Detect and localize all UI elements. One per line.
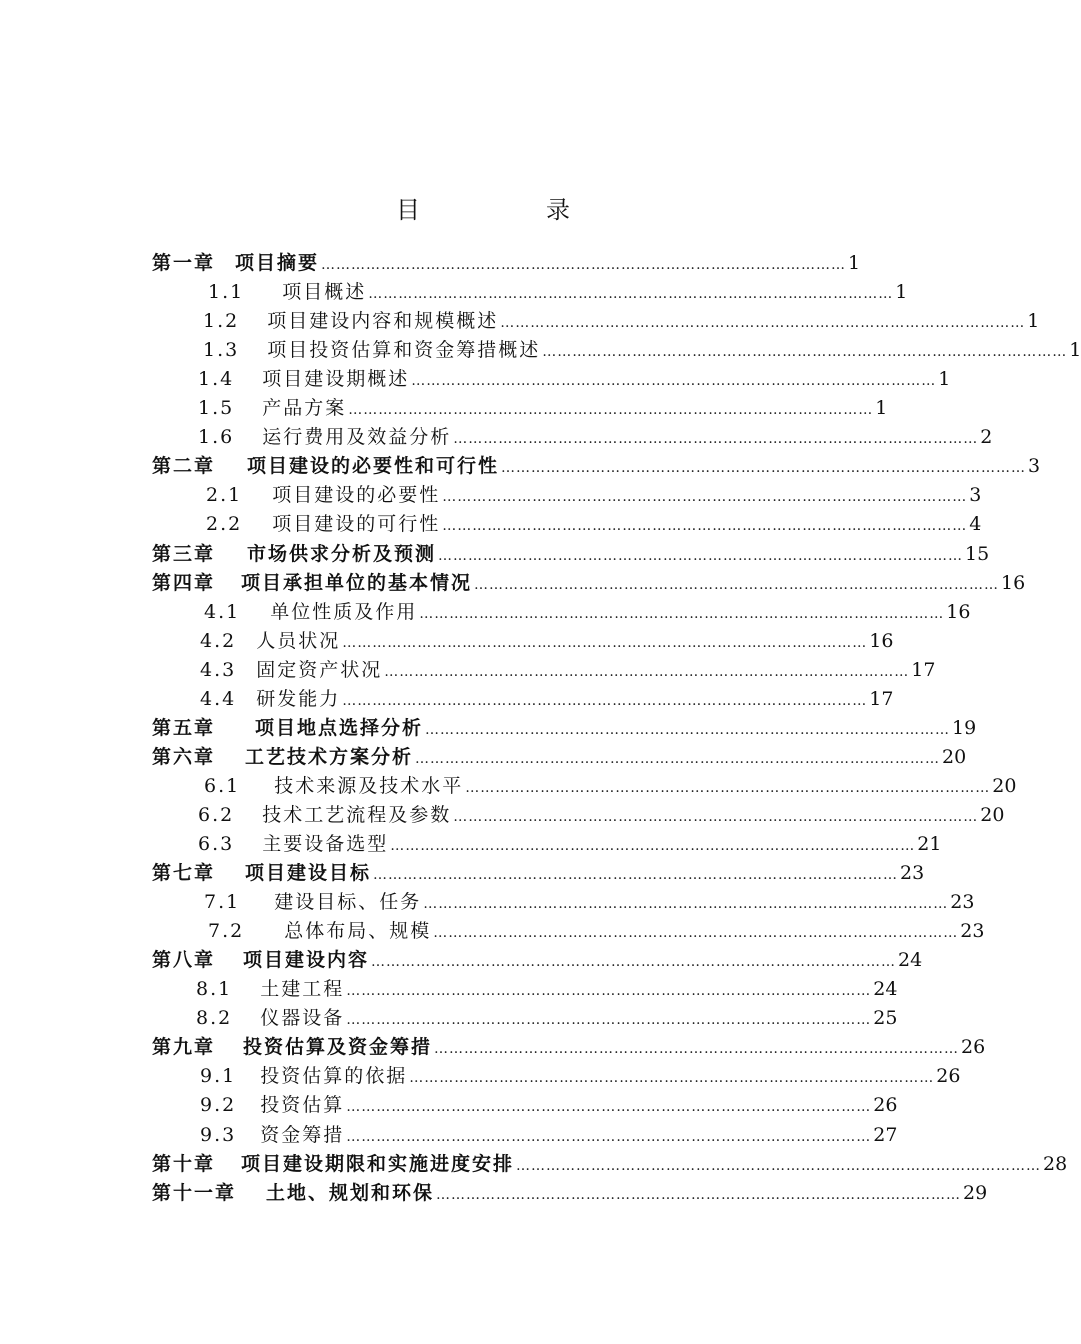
- toc-leader-dots: ……………………………………………………………………………………………: [342, 692, 868, 709]
- toc-entry-page-number: 4: [969, 513, 982, 536]
- toc-leader-dots: ……………………………………………………………………………………………: [453, 431, 979, 448]
- toc-title-char: 目: [396, 196, 420, 224]
- toc-entry-page-number: 1: [848, 252, 861, 274]
- toc-entry[interactable]: [203, 307, 1040, 336]
- toc-entry-number: 第七章: [152, 862, 216, 885]
- toc-entry[interactable]: [208, 278, 908, 307]
- toc-entry-label: 项目摘要: [235, 252, 320, 274]
- toc-entry-page-number: 16: [946, 600, 971, 623]
- toc-entry-label: 项目概述: [282, 281, 367, 304]
- toc-entry-number: 1.2: [203, 310, 240, 333]
- toc-entry[interactable]: [204, 772, 1017, 801]
- toc-entry-label: 项目建设的必要性和可行性: [247, 455, 500, 478]
- toc-leader-dots: ……………………………………………………………………………………………: [542, 344, 1068, 361]
- toc-entry[interactable]: [152, 859, 925, 888]
- toc-leader-dots: ……………………………………………………………………………………………: [373, 867, 899, 884]
- toc-leader-dots: ……………………………………………………………………………………………: [342, 634, 868, 651]
- toc-entry-page-number: 16: [1001, 571, 1026, 594]
- toc-leader-dots: ……………………………………………………………………………………………: [423, 896, 949, 913]
- toc-entry-label: 技术来源及技术水平: [274, 774, 464, 797]
- toc-entry-label: 项目承担单位的基本情况: [241, 571, 473, 594]
- toc-entry-page-number: 26: [936, 1065, 961, 1088]
- toc-leader-dots: ……………………………………………………………………………………………: [465, 779, 991, 796]
- toc-entry-label: 资金筹措: [260, 1123, 345, 1146]
- toc-entry-label: 市场供求分析及预测: [247, 542, 437, 565]
- toc-entry-label: 项目建设期概述: [262, 368, 410, 391]
- toc-leader-dots: ……………………………………………………………………………………………: [346, 1012, 872, 1029]
- toc-entry-number: 1.5: [198, 397, 235, 420]
- toc-leader-dots: ……………………………………………………………………………………………: [501, 460, 1027, 477]
- toc-entry[interactable]: [152, 1179, 988, 1208]
- toc-entry-label: 单位性质及作用: [270, 600, 418, 623]
- toc-entry-page-number: 23: [950, 891, 975, 914]
- toc-entry-number: 8.2: [196, 1007, 233, 1030]
- toc-entry-page-number: 20: [980, 803, 1005, 826]
- toc-entry-number: 第十章: [152, 1152, 216, 1175]
- toc-leader-dots: ……………………………………………………………………………………………: [438, 547, 964, 564]
- toc-entry-label: 仪器设备: [260, 1007, 345, 1030]
- toc-entry-number: 9.1: [200, 1065, 237, 1088]
- toc-title: [0, 184, 950, 228]
- toc-entry-number: 4.3: [200, 658, 237, 681]
- toc-leader-dots: ……………………………………………………………………………………………: [409, 1070, 935, 1087]
- toc-entry-label: 总体布局、规模: [284, 920, 432, 943]
- toc-entry-label: 投资估算及资金筹措: [243, 1036, 433, 1059]
- toc-entry[interactable]: [198, 394, 888, 423]
- toc-entry-number: 第八章: [152, 949, 216, 972]
- toc-entry-page-number: 23: [900, 862, 925, 885]
- toc-entry-number: 9.3: [200, 1123, 237, 1146]
- toc-entry-number: 第二章: [152, 455, 216, 478]
- toc-leader-dots: ……………………………………………………………………………………………: [442, 518, 968, 535]
- toc-entry[interactable]: [200, 1062, 961, 1091]
- toc-entry[interactable]: [203, 336, 1081, 365]
- toc-entry[interactable]: [198, 830, 942, 859]
- toc-entry-number: 第六章: [152, 745, 216, 768]
- toc-entry-number: 第五章: [152, 716, 216, 739]
- toc-entry[interactable]: [196, 1004, 898, 1033]
- toc-leader-dots: ……………………………………………………………………………………………: [390, 838, 916, 854]
- toc-entry-label: 土建工程: [260, 978, 345, 1001]
- toc-entry[interactable]: [206, 510, 982, 539]
- toc-entry[interactable]: [152, 743, 967, 772]
- toc-entry-number: 8.1: [196, 978, 233, 1001]
- toc-entry-label: 项目建设内容: [243, 949, 370, 972]
- toc-entry-label: 人员状况: [256, 629, 341, 652]
- toc-leader-dots: ……………………………………………………………………………………………: [371, 954, 897, 971]
- toc-entry-page-number: 25: [873, 1007, 898, 1030]
- toc-entry-number: 1.6: [198, 426, 235, 449]
- toc-entry-label: 投资估算: [260, 1094, 345, 1117]
- toc-entry[interactable]: [200, 1121, 898, 1150]
- toc-leader-dots: ……………………………………………………………………………………………: [411, 373, 937, 390]
- toc-leader-dots: ……………………………………………………………………………………………: [500, 315, 1026, 332]
- toc-entry-label: 项目建设内容和规模概述: [267, 310, 499, 333]
- toc-entry[interactable]: [152, 249, 861, 278]
- toc-entry-number: 7.2: [208, 920, 245, 943]
- toc-entry-page-number: 28: [1043, 1152, 1068, 1175]
- toc-leader-dots: ……………………………………………………………………………………………: [346, 1099, 872, 1116]
- toc-entry[interactable]: [206, 481, 982, 510]
- toc-entry[interactable]: [200, 685, 894, 714]
- toc-entry-page-number: 23: [960, 920, 985, 943]
- toc-entry-label: 项目建设的必要性: [272, 484, 441, 507]
- toc-leader-dots: ……………………………………………………………………………………………: [346, 1128, 872, 1145]
- toc-entry-page-number: 15: [965, 542, 990, 565]
- toc-entry-number: 第十一章: [152, 1181, 237, 1204]
- toc-entry-page-number: 1: [938, 368, 951, 391]
- toc-entry-label: 产品方案: [262, 397, 347, 420]
- toc-entry[interactable]: [196, 975, 898, 1004]
- toc-entry-page-number: 1: [1027, 310, 1040, 333]
- toc-leader-dots: ……………………………………………………………………………………………: [453, 808, 979, 825]
- toc-leader-dots: ……………………………………………………………………………………………: [415, 750, 941, 767]
- toc-entry-number: 4.4: [200, 687, 237, 710]
- toc-entry[interactable]: [204, 598, 971, 627]
- toc-entry-label: 项目地点选择分析: [255, 716, 424, 739]
- toc-entry[interactable]: [204, 888, 975, 917]
- toc-entry-number: 2.1: [206, 484, 243, 507]
- toc-entry-page-number: 1: [1069, 339, 1081, 362]
- toc-leader-dots: ……………………………………………………………………………………………: [434, 1041, 960, 1058]
- toc-entry-label: 项目建设期限和实施进度安排: [241, 1152, 515, 1175]
- toc-leader-dots: ……………………………………………………………………………………………: [442, 489, 968, 506]
- toc-entry[interactable]: [152, 946, 923, 975]
- toc-leader-dots: ……………………………………………………………………………………………: [474, 576, 1000, 593]
- toc-entry-label: 建设目标、任务: [274, 891, 422, 914]
- toc-entry-page-number: 19: [952, 716, 977, 739]
- toc-leader-dots: ……………………………………………………………………………………………: [384, 663, 910, 680]
- toc-entry-number: 6.3: [198, 833, 235, 855]
- toc-entry-label: 项目建设目标: [245, 862, 372, 885]
- toc-entry-number: 1.3: [203, 339, 240, 362]
- toc-entry-label: 土地、规划和环保: [266, 1181, 435, 1204]
- toc-entry-page-number: 1: [875, 397, 888, 420]
- toc-entry-number: 第四章: [152, 571, 216, 594]
- toc-leader-dots: ……………………………………………………………………………………………: [419, 605, 945, 622]
- toc-entry-label: 研发能力: [256, 687, 341, 710]
- toc-entry-page-number: 21: [917, 833, 942, 855]
- toc-leader-dots: ……………………………………………………………………………………………: [346, 983, 872, 1000]
- toc-entry-page-number: 3: [1028, 455, 1041, 478]
- toc-leader-dots: ……………………………………………………………………………………………: [368, 286, 894, 303]
- toc-entry[interactable]: [198, 423, 993, 452]
- toc-entry-page-number: 17: [869, 687, 894, 710]
- toc-entry-number: 1.4: [198, 368, 235, 391]
- toc-entry-page-number: 26: [961, 1036, 986, 1059]
- toc-entry-page-number: 29: [963, 1181, 988, 1204]
- toc-leader-dots: ……………………………………………………………………………………………: [321, 257, 847, 273]
- toc-entry-label: 技术工艺流程及参数: [262, 803, 452, 826]
- toc-entry[interactable]: [152, 452, 1041, 481]
- toc-entry-page-number: 24: [898, 949, 923, 972]
- toc-entry[interactable]: [152, 1150, 1068, 1179]
- toc-entry[interactable]: [200, 1091, 898, 1120]
- toc-entry-number: 1.1: [208, 281, 245, 304]
- toc-entry[interactable]: [200, 627, 894, 656]
- toc-entry[interactable]: [198, 365, 951, 394]
- toc-entry[interactable]: [152, 540, 990, 569]
- toc-entry[interactable]: [208, 917, 985, 946]
- toc-entry-number: 4.2: [200, 629, 237, 652]
- toc-entry-page-number: 16: [869, 629, 894, 652]
- toc-leader-dots: ……………………………………………………………………………………………: [348, 402, 874, 419]
- toc-entry-number: 第一章: [152, 252, 216, 274]
- toc-entry-number: 7.1: [204, 891, 241, 914]
- toc-entry[interactable]: [152, 1033, 986, 1062]
- toc-entry-page-number: 20: [992, 774, 1017, 797]
- toc-entry[interactable]: [152, 714, 977, 743]
- toc-title-char: 录: [546, 196, 570, 224]
- toc-entry-label: 项目建设的可行性: [272, 513, 441, 536]
- toc-entry-label: 工艺技术方案分析: [245, 745, 414, 768]
- toc-entry[interactable]: [200, 656, 936, 685]
- toc-entry-page-number: 2: [980, 426, 993, 449]
- toc-entry-label: 固定资产状况: [256, 658, 383, 681]
- toc-entry-label: 主要设备选型: [262, 833, 389, 855]
- toc-entry-page-number: 1: [895, 281, 908, 304]
- toc-entry-label: 运行费用及效益分析: [262, 426, 452, 449]
- toc-leader-dots: ……………………………………………………………………………………………: [425, 721, 951, 738]
- toc-entry-page-number: 20: [942, 745, 967, 768]
- toc-entry[interactable]: [198, 801, 1005, 830]
- toc-entry-number: 6.1: [204, 774, 241, 797]
- toc-entry-number: 第三章: [152, 542, 216, 565]
- toc-entry-number: 2.2: [206, 513, 243, 536]
- toc-entry-label: 投资估算的依据: [260, 1065, 408, 1088]
- toc-entry-page-number: 26: [873, 1094, 898, 1117]
- toc-leader-dots: ……………………………………………………………………………………………: [436, 1186, 962, 1203]
- toc-entry-page-number: 17: [911, 658, 936, 681]
- toc-entry-number: 6.2: [198, 803, 235, 826]
- toc-entry-page-number: 24: [873, 978, 898, 1001]
- toc-entry-label: 项目投资估算和资金筹措概述: [267, 339, 541, 362]
- toc-entry-number: 9.2: [200, 1094, 237, 1117]
- toc-entry-number: 4.1: [204, 600, 241, 623]
- toc-entry-number: 第九章: [152, 1036, 216, 1059]
- toc-leader-dots: ……………………………………………………………………………………………: [516, 1157, 1042, 1174]
- toc-entry-page-number: 3: [969, 484, 982, 507]
- toc-entry[interactable]: [152, 569, 1026, 598]
- toc-leader-dots: ……………………………………………………………………………………………: [433, 925, 959, 942]
- toc-entry-page-number: 27: [873, 1123, 898, 1146]
